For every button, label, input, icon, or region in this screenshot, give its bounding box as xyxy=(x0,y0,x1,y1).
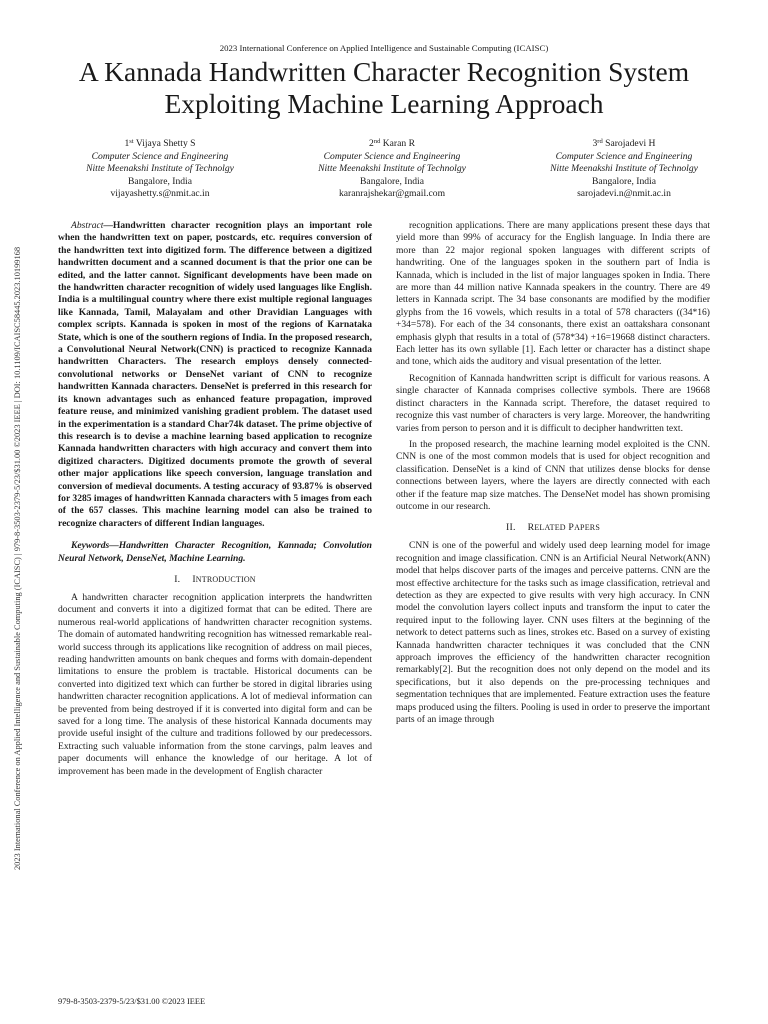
author-2-ordinal-suffix: nd xyxy=(373,138,381,145)
author-1-ordinal-suffix: st xyxy=(129,138,134,145)
author-1-institute: Nitte Meenakshi Institute of Technolgy xyxy=(86,163,234,175)
section-2-heading xyxy=(396,522,710,534)
section-1-title-rest: NTRODUCTION xyxy=(195,574,256,584)
right-column xyxy=(396,220,710,726)
author-2-name-line xyxy=(272,138,512,151)
author-1-dept: Computer Science and Engineering xyxy=(91,150,229,162)
author-2-name: Karan R xyxy=(382,138,415,149)
author-3-dept: Computer Science and Engineering xyxy=(555,150,693,162)
author-3-ordinal-suffix: rd xyxy=(597,138,603,145)
author-2-location: Bangalore, India xyxy=(360,175,424,187)
author-1-email: vijayashetty.s@nmit.ac.in xyxy=(110,188,210,200)
intro-paragraph-continued: recognition applications. There are many applications present these days that yield more than 99% of accuracy for the English language. In India there are more than 22 major regional spoken languages with different scripts of handwriting. One of the languages spoken in the southern part of India is Kannada, which is included in the list of major languages spoken in India. There are more than 44 million native Kannada speakers in the country. There are 49 letters in Kannada script. The 34 base consonants are modified by the modifier glyphs from the 16 vowels, which results in a total of 578 characters ((34*16) +34=578). For each of the 34 consonants, there exist an oattakshara consonant emphasis glyph that results in a total of (578*34) +16=19668 distinct characters. Each letter has its own syllable [1]. Each letter or character has a distinct shape and tone, which aids the auditory and visual presentation of the letter. xyxy=(396,220,710,368)
abstract xyxy=(58,220,372,530)
author-3-name: Sarojadevi H xyxy=(605,138,656,149)
footer-copyright: 979-8-3503-2379-5/23/$31.00 ©2023 IEEE xyxy=(58,997,206,1006)
author-3-institute: Nitte Meenakshi Institute of Technolgy xyxy=(550,163,698,175)
author-3-name-line xyxy=(504,138,744,151)
conference-header: 2023 International Conference on Applied Intelligence and Sustainable Computing (ICAISC) xyxy=(219,43,549,53)
intro-paragraph-proposed: In the proposed research, the machine learning model exploited is the CNN. CNN is one of the most common models that is used for object recognition and classification. DenseNet is a kind of CNN that utilizes dense blocks for dense connections between layers, where the layers are directly connected with each other if the feature map size matches. The DenseNet model has shown promising outcome in our research. xyxy=(396,438,710,512)
author-2-institute: Nitte Meenakshi Institute of Technolgy xyxy=(318,163,466,175)
author-3 xyxy=(504,138,744,201)
side-strip-doi: 2023 International Conference on Applied Intelligence and Sustainable Computing (ICAISC) | 979-8-3503-2379-5/23/$31.00 ©2023 IEEE | DOI: 10.1109/ICAISC58445.2023.10199168 xyxy=(13,246,22,870)
abstract-text: —Handwritten character recognition plays an important role when the handwritten text on paper, postcards, etc. requires conversion of the handwritten text into digitized form. The difference between a digitized handwritten document and a scanned document is that the prior one can be edited, and the latter cannot. Significant developments have been made on the handwritten character recognition of widely used languages like English. India is a multilingual country where there exist multiple regional languages like Kannada, Tamil, Malayalam and other Dravidian Languages with complex scripts. Kannada is spoken in most of the regions of Karnataka State, which is one of the southern regions of India. In the proposed research, a Convolutional Neural Network(CNN) is practiced to recognize Kannada handwritten Characters. The research employs densely connected-convolutional networks or DenseNet variant of CNN to recognize handwritten Kannada characters. DenseNet is preferred in this research for its known advantages such as enhanced feature propagation, improved feature reuse, and minimized vanishing gradient problem. The dataset used in the experimentation is a standard Char74k dataset. The prime objective of this research is to devise a machine learning based application to recognize Kannada handwritten characters with high accuracy and convert them into digitized characters. Digitized documents promote the growth of several other major applications like speech conversion, language translation and conversion of medieval documents. A testing accuracy of 93.87% is observed for 3285 images of handwritten Kannada characters with 5 images from each of the 657 classes. This machine learning model can also be trained to recognize characters of different Indian languages. xyxy=(58,220,372,529)
section-2-number: II. xyxy=(506,522,516,534)
author-2-email: karanrajshekar@gmail.com xyxy=(338,188,446,200)
section-2-paragraph: CNN is one of the powerful and widely used deep learning model for image recognition and image classification. CNN is an Artificial Neural Network(ANN) model that helps discover parts of the images and perceive patterns. CNN are the most effective architecture for the tasks such as image classification, retrieval and detection as they are expected to give results with very high accuracy. In CNN model the convolution layers collect inputs and transform the input to cater the required input to the following layer. CNN uses filters at the beginning of the network to detect patterns such as lines, strokes etc. Based on a survey of existing Kannada handwritten character techniques it was concluded that the CNN approach improves the efficiency of the handwritten character recognition remarkably[2]. But the recognition does not only depend on the model and its specifications, but it also depends on the pre-processing techniques and segmentation techniques that are implemented. Feature extraction uses the feature maps produced using the filters. Pooling is used in order to preserve the important parts of an image through xyxy=(396,540,710,726)
section-1-heading xyxy=(58,574,372,586)
section-2-title-initial-1: R xyxy=(527,522,535,534)
intro-paragraph-difficulty: Recognition of Kannada handwritten script is difficult for various reasons. A single character of Kannada comprises collective symbols. There are 19668 distinct characters in the Kannada script. Therefore, the dataset required to recognize this vast number of characters is very large. Moreover, the handwriting varies from person to person and it is difficult to decipher handwritten text. xyxy=(396,372,710,434)
abstract-lead: Abstract xyxy=(71,220,104,231)
section-1-title-initial: I xyxy=(192,573,196,585)
author-1-name: Vijaya Shetty S xyxy=(135,138,196,149)
section-2-title-rest-1: ELATED xyxy=(534,523,566,533)
section-1-paragraph: A handwritten character recognition application interprets the handwritten document and converts it into a digitized format that can be edited. There are numerous real-world applications of handwritten character recognition systems. The domain of automated handwriting recognition has witnessed remarkable real-world success through its applications like recognition of address on mail pieces, reading handwritten amounts on bank cheques and forms with domain-dependent limitations to ensure the problem is tractable. Historical documents can be converted into digitized text which can further be stored in digital libraries using handwritten character recognition applications. A lot of medieval information can be prevented from being destroyed if it is converted into digital form and can be saved for a long time. The analysis of these historical Kannada documents may provide useful insight of the culture and traditions followed by our predecessors. Extracting such valuable information from the stone carvings, palm leaves and paper documents will enhance the knowledge of our heritage. A lot of improvement has been made in the development of English character xyxy=(58,591,372,777)
keywords: Keywords—Handwritten Character Recognition, Kannada; Convolution Neural Network, DenseNet, Machine Learning. xyxy=(58,540,372,564)
author-3-location: Bangalore, India xyxy=(592,175,656,187)
author-2 xyxy=(272,138,512,201)
author-1-location: Bangalore, India xyxy=(128,175,192,187)
author-3-ordinal: 3 xyxy=(592,138,598,149)
section-1-number: I. xyxy=(174,573,181,585)
author-3-email: sarojadevi.n@nmit.ac.in xyxy=(577,188,671,200)
author-1 xyxy=(40,138,280,201)
author-block xyxy=(40,138,740,202)
paper-title: A Kannada Handwritten Character Recognition System Exploiting Machine Learning Approach xyxy=(78,56,690,119)
author-2-dept: Computer Science and Engineering xyxy=(323,150,461,162)
author-1-name-line xyxy=(40,138,280,151)
section-2-title-initial-2: P xyxy=(568,522,575,534)
section-2-title-rest-2: APERS xyxy=(574,523,600,533)
author-1-ordinal: 1 xyxy=(124,138,130,149)
left-column xyxy=(58,220,372,778)
author-2-ordinal: 2 xyxy=(369,138,374,149)
